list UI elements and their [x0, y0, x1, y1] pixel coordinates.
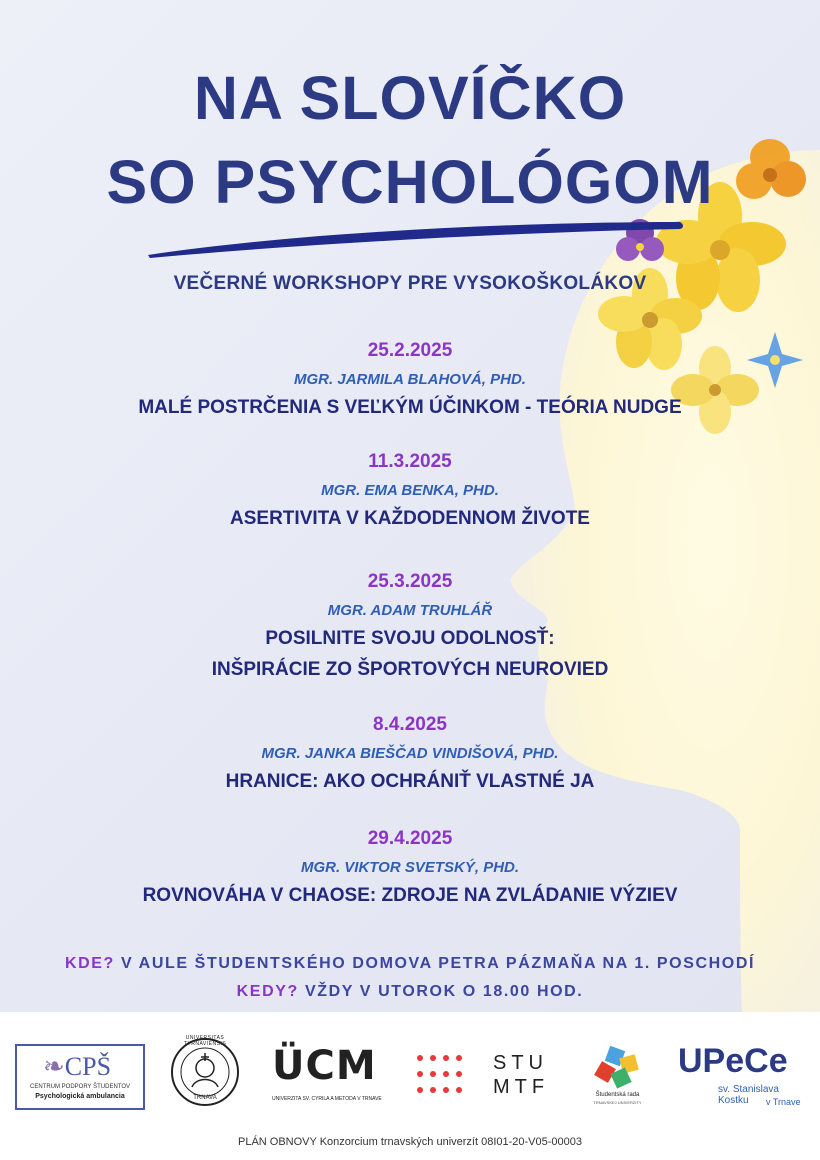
upece-logo: [678, 1042, 808, 1118]
subtitle: VEČERNÉ WORKSHOPY PRE VYSOKOŠKOLÁKOV: [173, 273, 647, 294]
cps-line2: Psychologická ambulancia: [35, 1093, 125, 1100]
ucm-logo: [272, 1043, 387, 1106]
event-topic: ROVNOVÁHA V CHAOSE: ZDROJE NA ZVLÁDANIE VÝZIEV: [142, 885, 678, 906]
when-text: VŽDY V UTOROK O 18.00 HOD.: [304, 983, 584, 1000]
stu-text: STU: [493, 1052, 548, 1074]
event-topic: ASERTIVITA V KAŽDODENNOM ŽIVOTE: [230, 508, 590, 529]
title-line-2: SO PSYCHOLÓGOM: [106, 148, 714, 216]
event-date: 11.3.2025: [368, 451, 452, 472]
title-underline: [148, 222, 683, 258]
studentska-rada-logo: [585, 1046, 650, 1110]
rada-line2: TRNAVSKEJ UNIVERZITY: [593, 1100, 642, 1105]
event-speaker: MGR. JANKA BIEŠČAD VINDIŠOVÁ, PHD.: [261, 745, 559, 762]
event-date: 8.4.2025: [373, 714, 447, 735]
mtf-text: MTF: [493, 1076, 550, 1098]
seal-ring-text: UNIVERSITAS TYRNAVIENSIS: [183, 1035, 227, 1047]
footer-text: PLÁN OBNOVY Konzorcium trnavských univerzít 08I01-20-V05-00003: [237, 1136, 583, 1148]
cps-name: CPŠ: [64, 1052, 112, 1081]
stu-mtf-logo: [415, 1052, 560, 1102]
event-speaker: MGR. ADAM TRUHLÁŘ: [327, 602, 493, 619]
leaf-icon: ❧: [43, 1052, 65, 1081]
cps-logo: [15, 1044, 145, 1110]
upece-line1: sv. Stanislava Kostku: [718, 1084, 779, 1106]
event-speaker: MGR. VIKTOR SVETSKÝ, PHD.: [300, 859, 520, 876]
event-topic: POSILNITE SVOJU ODOLNOSŤ:: [265, 628, 555, 649]
where-text: V AULE ŠTUDENTSKÉHO DOMOVA PETRA PÁZMAŇA NA 1. POSCHODÍ: [120, 955, 756, 972]
seal-city: TRNAVA: [193, 1095, 217, 1101]
when-info: [0, 983, 820, 1001]
ucm-caption: UNIVERZITA SV. CYRILA A METODA V TRNAVE: [272, 1096, 382, 1102]
trnava-university-seal: [170, 1037, 240, 1107]
upece-name: UPeCe: [678, 1042, 788, 1080]
event-date: 25.3.2025: [367, 571, 453, 592]
where-info: [0, 955, 820, 973]
event-topic: INŠPIRÁCIE ZO ŠPORTOVÝCH NEUROVIED: [211, 659, 609, 680]
event-topic: MALÉ POSTRČENIA S VEĽKÝM ÚČINKOM - TEÓRIA NUDGE: [138, 397, 682, 418]
event-speaker: MGR. EMA BENKA, PHD.: [321, 482, 499, 499]
upece-line2: v Trnave: [766, 1097, 801, 1107]
dots-icon: [415, 1052, 471, 1096]
event-date: 25.2.2025: [367, 340, 453, 361]
event-speaker: MGR. JARMILA BLAHOVÁ, PHD.: [294, 371, 526, 388]
title-line-1: NA SLOVÍČKO: [193, 64, 627, 132]
ucm-name: ÜCM: [272, 1043, 377, 1089]
when-label: KEDY?: [236, 983, 299, 1000]
rada-line1: Študentská rada: [595, 1092, 640, 1098]
event-topic: HRANICE: AKO OCHRÁNIŤ VLASTNÉ JA: [225, 771, 595, 792]
blocks-icon: [593, 1046, 643, 1090]
cps-line1: CENTRUM PODPORY ŠTUDENTOV: [29, 1084, 130, 1090]
where-label: KDE?: [64, 955, 115, 972]
event-date: 29.4.2025: [367, 828, 453, 849]
